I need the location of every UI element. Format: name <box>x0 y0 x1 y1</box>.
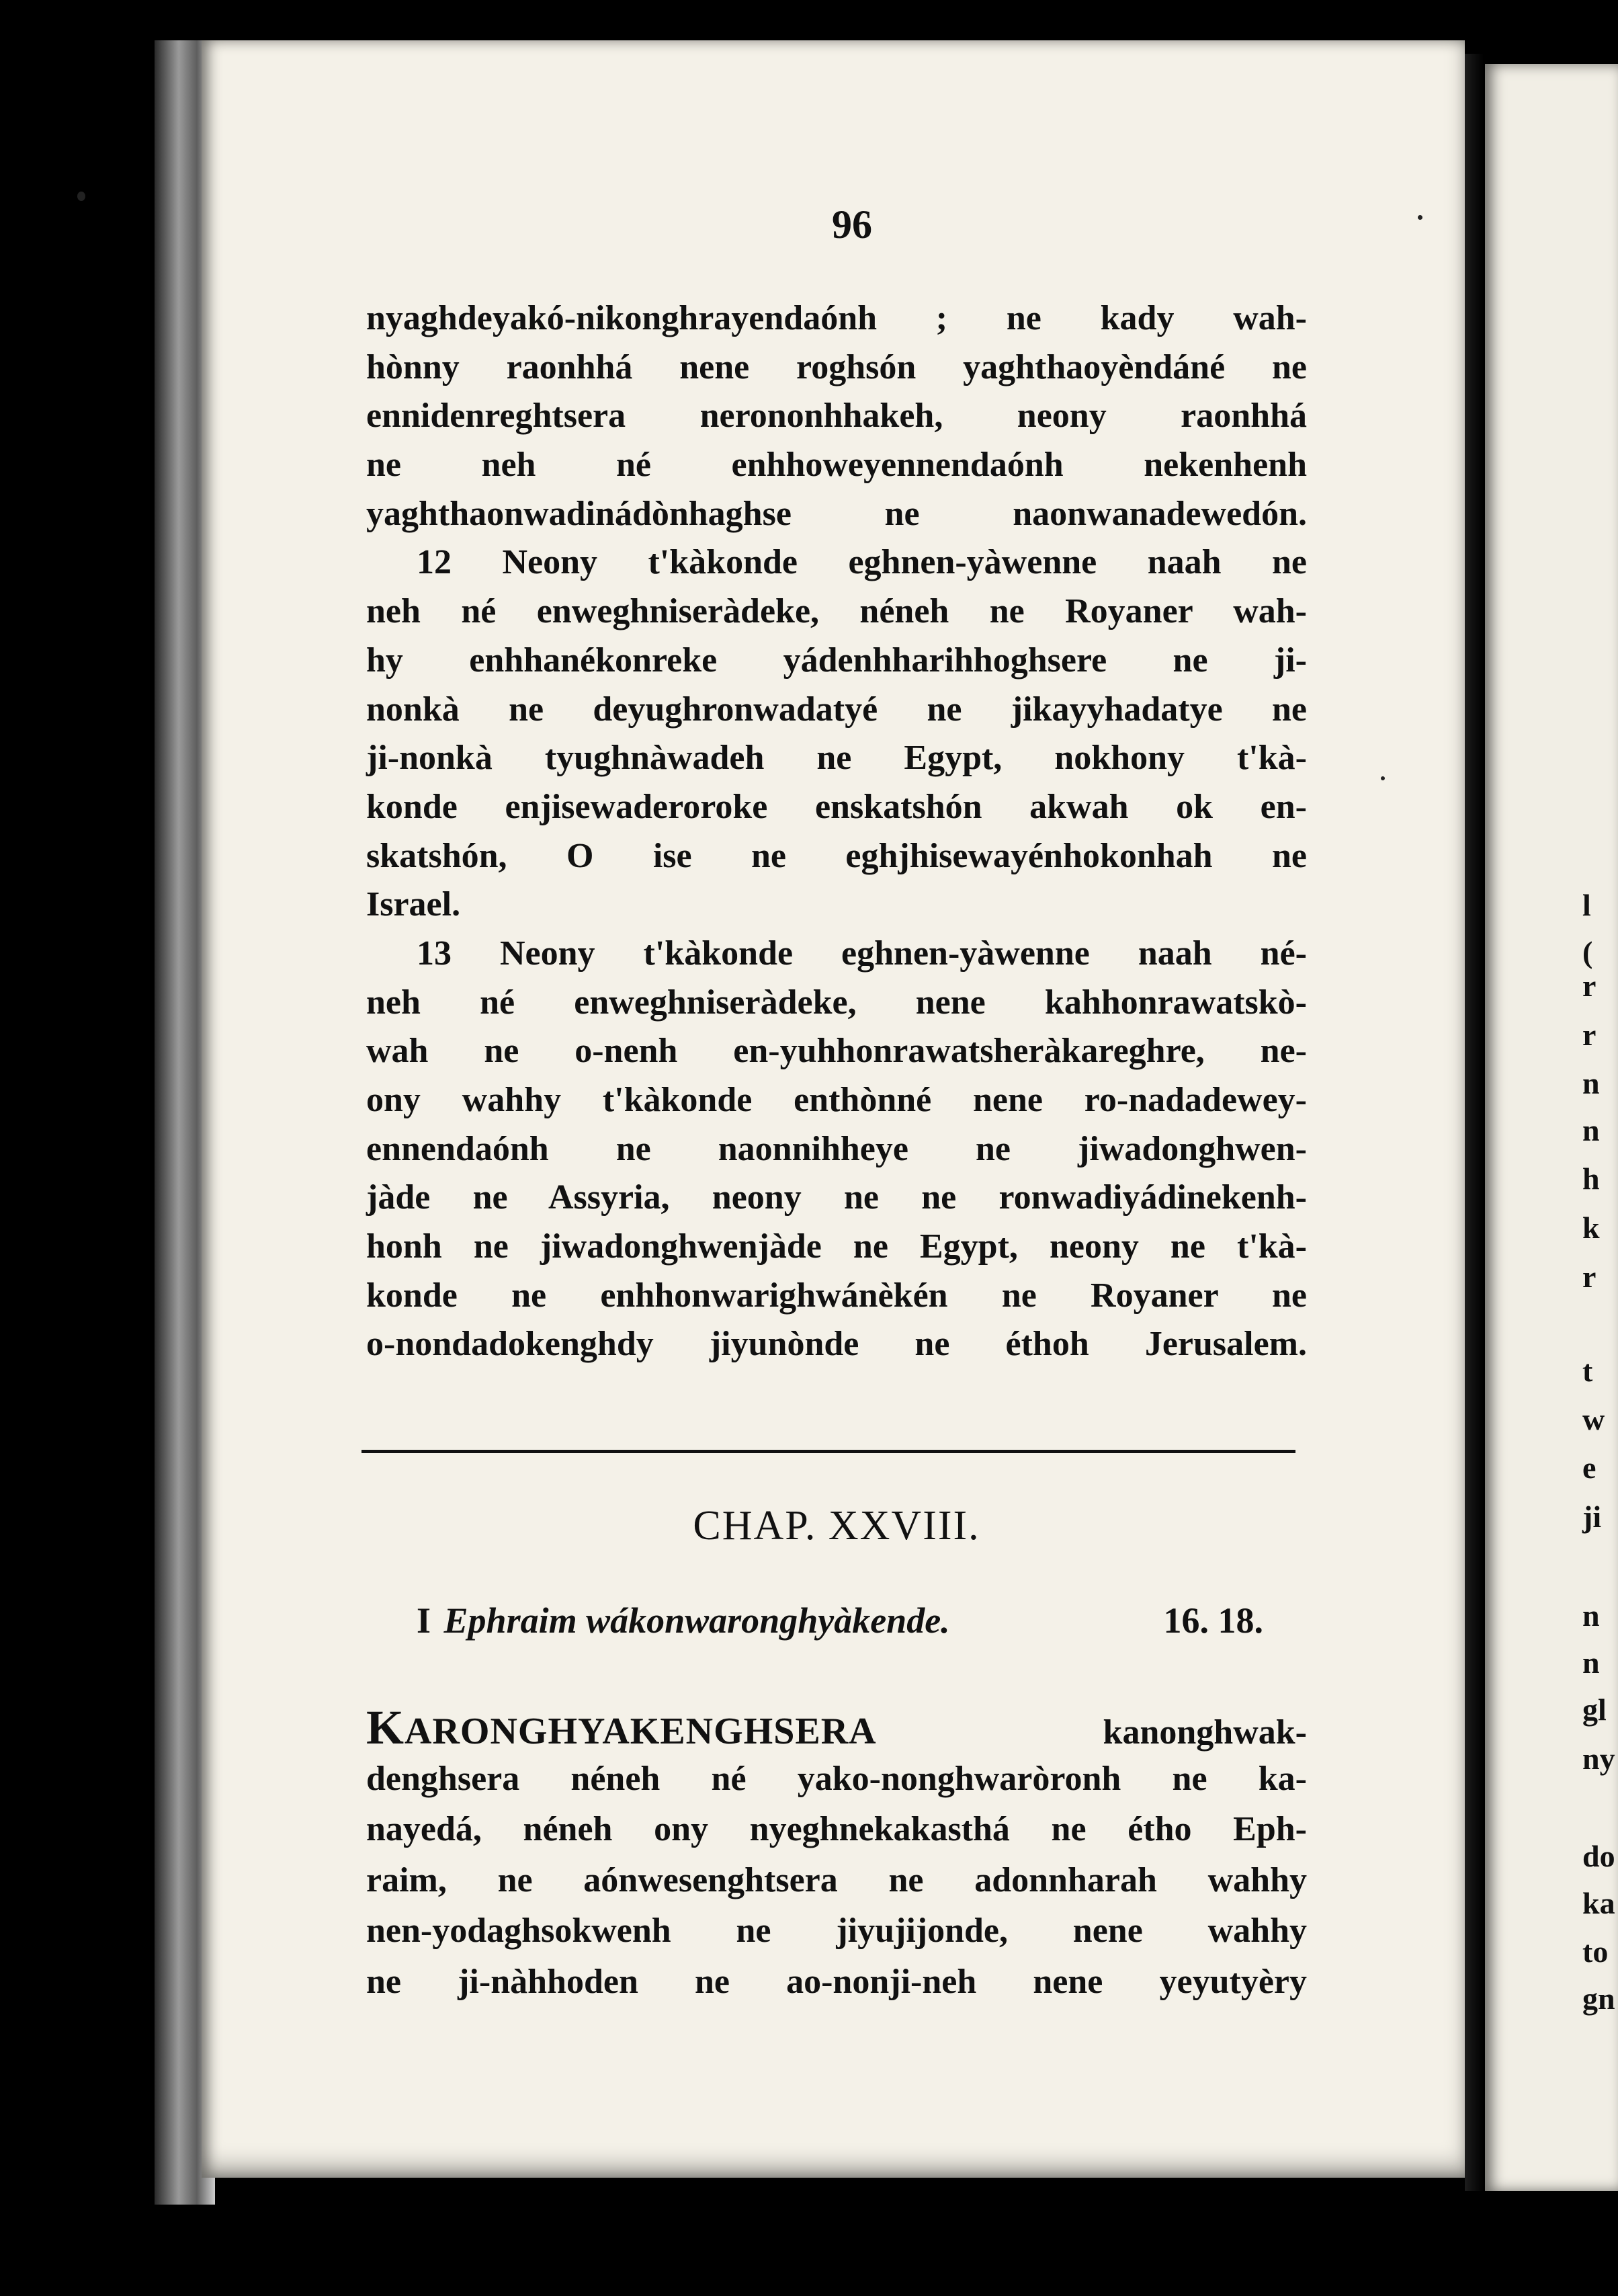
summary-description: Ephraim wákonwaronghyàkende. <box>443 1600 950 1641</box>
summary-reference: 16. 18. <box>1163 1600 1263 1641</box>
facing-page-fragment: r <box>1582 969 1596 1003</box>
verse-12-start: 12 Neony t'kàkonde eghnen-yàwenne naah ne <box>417 543 1307 582</box>
facing-page-fragment: r <box>1582 1018 1596 1052</box>
drop-initial: K <box>366 1700 405 1754</box>
text-line: ne neh né enhhoweyennendaónh nekenhenh <box>366 446 1307 485</box>
facing-page-fragment: t <box>1582 1354 1593 1388</box>
text-line: konde enjisewaderoroke enskatshón akwah ok en- <box>366 787 1307 826</box>
facing-page-fragment: gl <box>1582 1692 1607 1727</box>
text-line: wah ne o-nenh en-yuhhonrawatsheràkareghre, ne- <box>366 1032 1307 1071</box>
page-gutter <box>1465 54 1484 2191</box>
facing-page-fragment: gn <box>1582 1981 1615 2016</box>
facing-page <box>1485 64 1618 2191</box>
verse-text-top <box>366 294 1307 1369</box>
text-line: neh né enweghniseràdeke, néneh ne Royaner wah- <box>366 592 1307 631</box>
facing-page-fragment: n <box>1582 1113 1600 1147</box>
text-line: ne ji-nàhhoden ne ao-nonji-neh nene yeyutyèry <box>366 1962 1307 2001</box>
text-line: hònny raonhhá nene roghsón yaghthaoyèndáné ne <box>366 347 1307 386</box>
facing-page-fragment: do <box>1582 1839 1615 1873</box>
scan-speck <box>1381 776 1385 780</box>
text-line: yaghthaonwadinádònhaghse ne naonwanadewedón. <box>366 494 1307 533</box>
facing-page-fragment: n <box>1582 1645 1600 1680</box>
summary-number: I <box>417 1600 431 1641</box>
facing-page-fragment: w <box>1582 1402 1605 1436</box>
text-line: ennidenreghtsera nerononhhakeh, neony raonhhá <box>366 397 1307 436</box>
facing-page-fragment: r <box>1582 1260 1596 1294</box>
text-line: nayedá, néneh ony nyeghnekakasthá ne étho Eph- <box>366 1810 1307 1848</box>
facing-page-fragment: e <box>1582 1450 1596 1485</box>
scan-speck <box>1418 215 1422 220</box>
text-line: konde ne enhhonwarighwánèkén ne Royaner ne <box>366 1276 1307 1315</box>
facing-page-fragment: ka <box>1582 1886 1615 1920</box>
chapter-summary <box>417 1600 1263 1641</box>
text-line: nyaghdeyakó-nikonghrayendaónh ; ne kady wah- <box>366 299 1307 337</box>
text-line: skatshón, O ise ne eghjhisewayénhokonhah ne <box>366 836 1307 875</box>
text-line: hy enhhanékonreke yádenhharihhoghsere ne ji- <box>366 641 1307 680</box>
text-line: nonkà ne deyughronwadatyé ne jikayyhadatye ne <box>366 690 1307 729</box>
facing-page-fragment: n <box>1582 1066 1600 1100</box>
page-number: 96 <box>832 202 872 247</box>
text-line: nen-yodaghsokwenh ne jiyujijonde, nene wahhy <box>366 1912 1307 1950</box>
text-line: raim, ne aónwesenghtsera ne adonnharah wahhy <box>366 1860 1307 1899</box>
verse-text-bottom <box>366 1700 1307 2007</box>
text-line: Israel. <box>366 885 461 924</box>
chapter-summary-text <box>417 1600 950 1641</box>
text-line: honh ne jiwadonghwenjàde ne Egypt, neony ne t'kà- <box>366 1227 1307 1266</box>
text-line: ji-nonkà tyughnàwadeh ne Egypt, nokhony t'kà- <box>366 739 1307 778</box>
facing-page-fragment: to <box>1582 1934 1609 1969</box>
text-line: o-nondadokenghdy jiyunònde ne éthoh Jerusalem. <box>366 1325 1307 1364</box>
text-line: ennendaónh ne naonnihheye ne jiwadonghwen- <box>366 1129 1307 1168</box>
facing-page-fragment: ny <box>1582 1741 1615 1776</box>
chapter-heading: CHAP. XXVIII. <box>693 1503 980 1549</box>
facing-page-fragment: h <box>1582 1161 1600 1196</box>
facing-page-fragment: ji <box>1582 1500 1602 1534</box>
text-line: neh né enweghniseràdeke, nene kahhonrawatskò- <box>366 983 1307 1022</box>
text-line: denghsera néneh né yako-nonghwaròronh ne ka- <box>366 1759 1307 1798</box>
facing-page-fragment: k <box>1582 1211 1600 1245</box>
facing-page-fragment: n <box>1582 1598 1600 1633</box>
facing-page-fragment: l <box>1582 888 1591 922</box>
scan-speck <box>77 192 85 201</box>
section-divider <box>361 1450 1295 1453</box>
text-line: jàde ne Assyria, neony ne ne ronwadiyádinekenh- <box>366 1178 1307 1217</box>
small-caps-word: ARONGHYAKENGHSERA <box>404 1711 877 1752</box>
verse-13-start: 13 Neony t'kàkonde eghnen-yàwenne naah né- <box>417 934 1307 973</box>
facing-page-fragment: ( <box>1582 935 1593 969</box>
chapter-opening-line <box>366 1700 1307 1754</box>
text-line: ony wahhy t'kàkonde enthònné nene ro-nadadewey- <box>366 1081 1307 1119</box>
opening-line-rest: kanonghwak- <box>1103 1713 1307 1752</box>
